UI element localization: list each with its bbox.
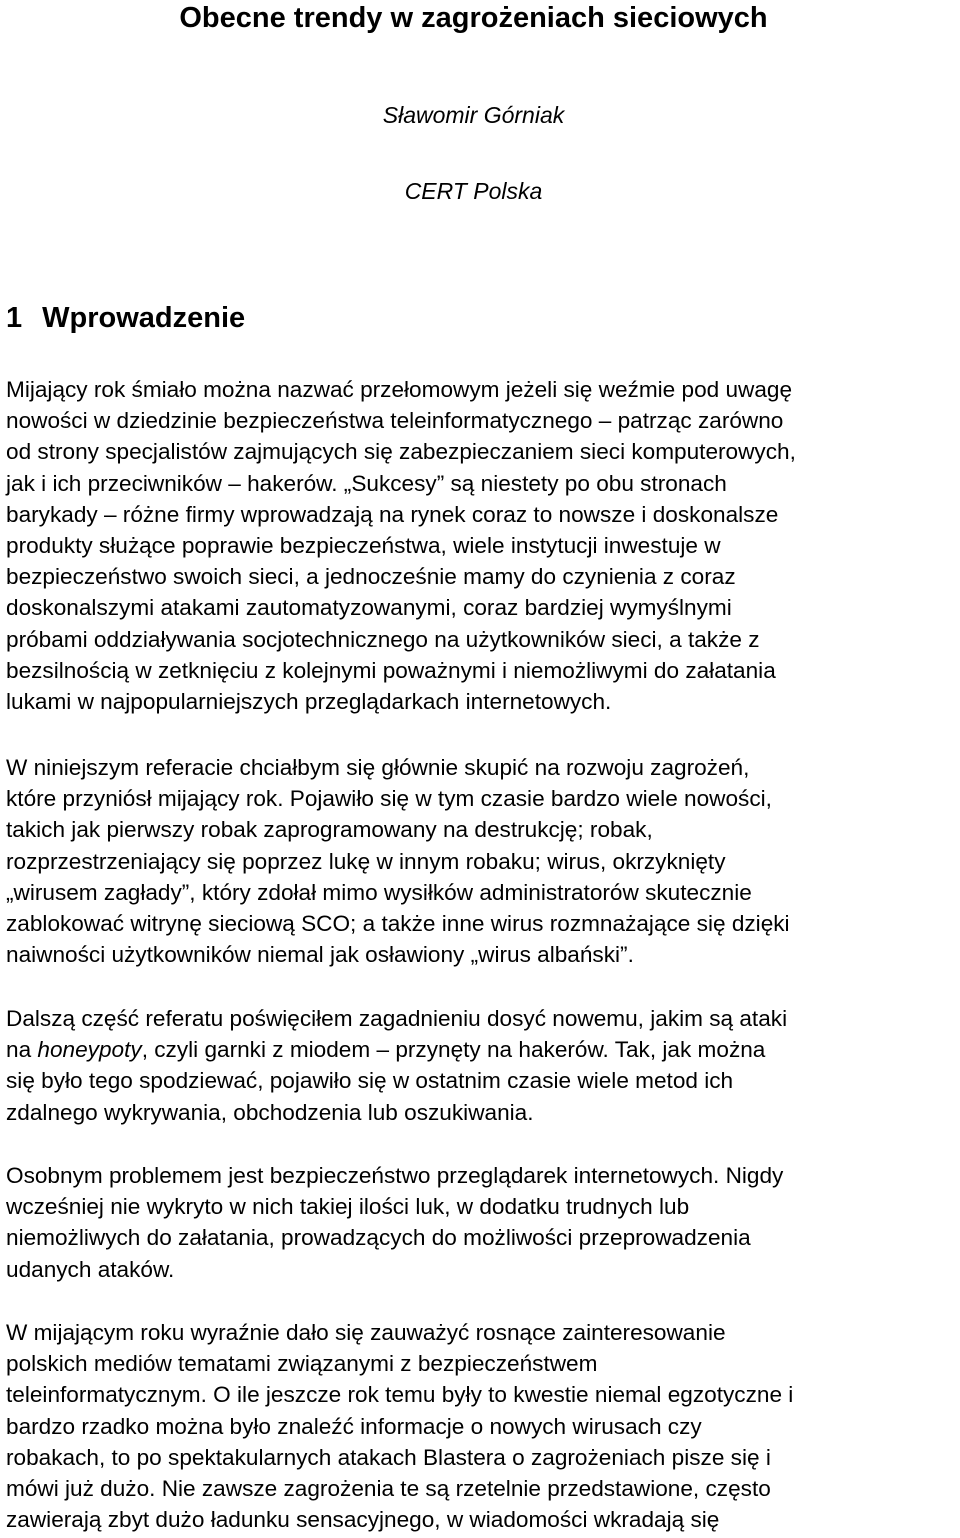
paragraph-line: robakach, to po spektakularnych atakach Blastera o zagrożeniach pisze się i xyxy=(6,1444,771,1470)
paragraph-line: Mijający rok śmiało można nazwać przełomowym jeżeli się weźmie pod uwagę xyxy=(6,377,793,402)
paragraph-line: się było tego spodziewać, pojawiło się w ostatnim czasie wiele metod ich xyxy=(6,1068,734,1094)
paragraph-4 xyxy=(6,1160,960,1285)
paragraph-line: W mijającym roku wyraźnie dało się zauważyć rosnące zainteresowanie xyxy=(6,1320,726,1345)
emphasis-term: honeypoty xyxy=(37,1037,142,1063)
section-number: 1 xyxy=(6,302,23,334)
paragraph-line: takich jak pierwszy robak zaprogramowany na destrukcję; robak, xyxy=(6,817,653,843)
paragraph-line: polskich mediów tematami związanymi z bezpieczeństwem xyxy=(6,1351,598,1377)
paragraph-2 xyxy=(6,752,960,970)
paragraph-line: teleinformatycznym. O ile jeszcze rok temu były to kwestie niemal egzotyczne i xyxy=(6,1382,794,1408)
paragraph-line: które przyniósł mijający rok. Pojawiło się w tym czasie bardzo wiele nowości, xyxy=(6,786,772,812)
paragraph-line: jak i ich przeciwników – hakerów. „Sukcesy” są niestety po obu stronach xyxy=(6,470,727,496)
paragraph-line: lukami w najpopularniejszych przeglądarkach internetowych. xyxy=(6,689,612,715)
section-title: Wprowadzenie xyxy=(42,302,246,334)
paragraph-1 xyxy=(6,374,960,717)
paragraph-line: Osobnym problemem jest bezpieczeństwo przeglądarek internetowych. Nigdy xyxy=(6,1163,784,1188)
document-title: Obecne trendy w zagrożeniach sieciowych xyxy=(179,2,768,34)
paragraph-line: barykady – różne firmy wprowadzają na rynek coraz to nowsze i doskonalsze xyxy=(6,501,779,527)
paragraph-line: mówi już dużo. Nie zawsze zagrożenia te są rzetelnie przedstawione, często xyxy=(6,1476,771,1502)
paragraph-line: Dalszą część referatu poświęciłem zagadnieniu dosyć nowemu, jakim są ataki xyxy=(6,1006,788,1031)
paragraph-line: zawierają zbyt dużo ładunku sensacyjnego, w wiadomości wkradają się xyxy=(6,1507,720,1533)
line-text: na xyxy=(6,1037,38,1063)
paragraph-line: niemożliwych do załatania, prowadzących do możliwości przeprowadzenia xyxy=(6,1225,751,1251)
paragraph-line: nowości w dziedzinie bezpieczeństwa teleinformatycznego – patrząc zarówno xyxy=(6,408,784,434)
paragraph-line: W niniejszym referacie chciałbym się głównie skupić na rozwoju zagrożeń, xyxy=(6,755,750,780)
paragraph-line: próbami oddziaływania socjotechnicznego na użytkowników sieci, a także z xyxy=(6,626,760,652)
paragraph-line: zdalnego wykrywania, obchodzenia lub oszukiwania. xyxy=(6,1099,534,1125)
section-heading xyxy=(6,300,245,336)
paragraph-line: udanych ataków. xyxy=(6,1256,175,1282)
paragraph-3 xyxy=(6,1003,960,1128)
paragraph-line xyxy=(6,1034,960,1065)
paragraph-line: doskonalszymi atakami zautomatyzowanymi, coraz bardziej wymyślnymi xyxy=(6,595,732,621)
paragraph-line: bezpieczeństwo swoich sieci, a jednocześnie mamy do czynienia z coraz xyxy=(6,564,736,590)
paragraph-line: „wirusem zagłady”, który zdołał mimo wysiłków administratorów skutecznie xyxy=(6,879,752,905)
organization-name: CERT Polska xyxy=(404,178,543,204)
paragraph-line: bezsilnością w zetknięciu z kolejnymi poważnymi i niemożliwymi do załatania xyxy=(6,657,776,683)
paragraph-line: od strony specjalistów zajmujących się zabezpieczaniem sieci komputerowych, xyxy=(6,439,796,465)
paragraph-line: rozprzestrzeniający się poprzez lukę w innym robaku; wirus, okrzyknięty xyxy=(6,848,726,874)
paragraph-line: wcześniej nie wykryto w nich takiej ilości luk, w dodatku trudnych lub xyxy=(6,1194,690,1220)
paragraph-line: produkty służące poprawie bezpieczeństwa, wiele instytucji inwestuje w xyxy=(6,533,721,559)
line-text: , czyli garnki z miodem – przynęty na hakerów. Tak, jak można xyxy=(141,1037,766,1063)
paragraph-line: zablokować witrynę sieciową SCO; a także inne wirus rozmnażające się dzięki xyxy=(6,911,790,937)
paragraph-5 xyxy=(6,1317,960,1535)
author-name: Sławomir Górniak xyxy=(382,102,565,128)
paragraph-line: bardzo rzadko można było znaleźć informacje o nowych wirusach czy xyxy=(6,1413,702,1439)
paragraph-line: naiwności użytkowników niemal jak osławiony „wirus albański”. xyxy=(6,942,634,968)
